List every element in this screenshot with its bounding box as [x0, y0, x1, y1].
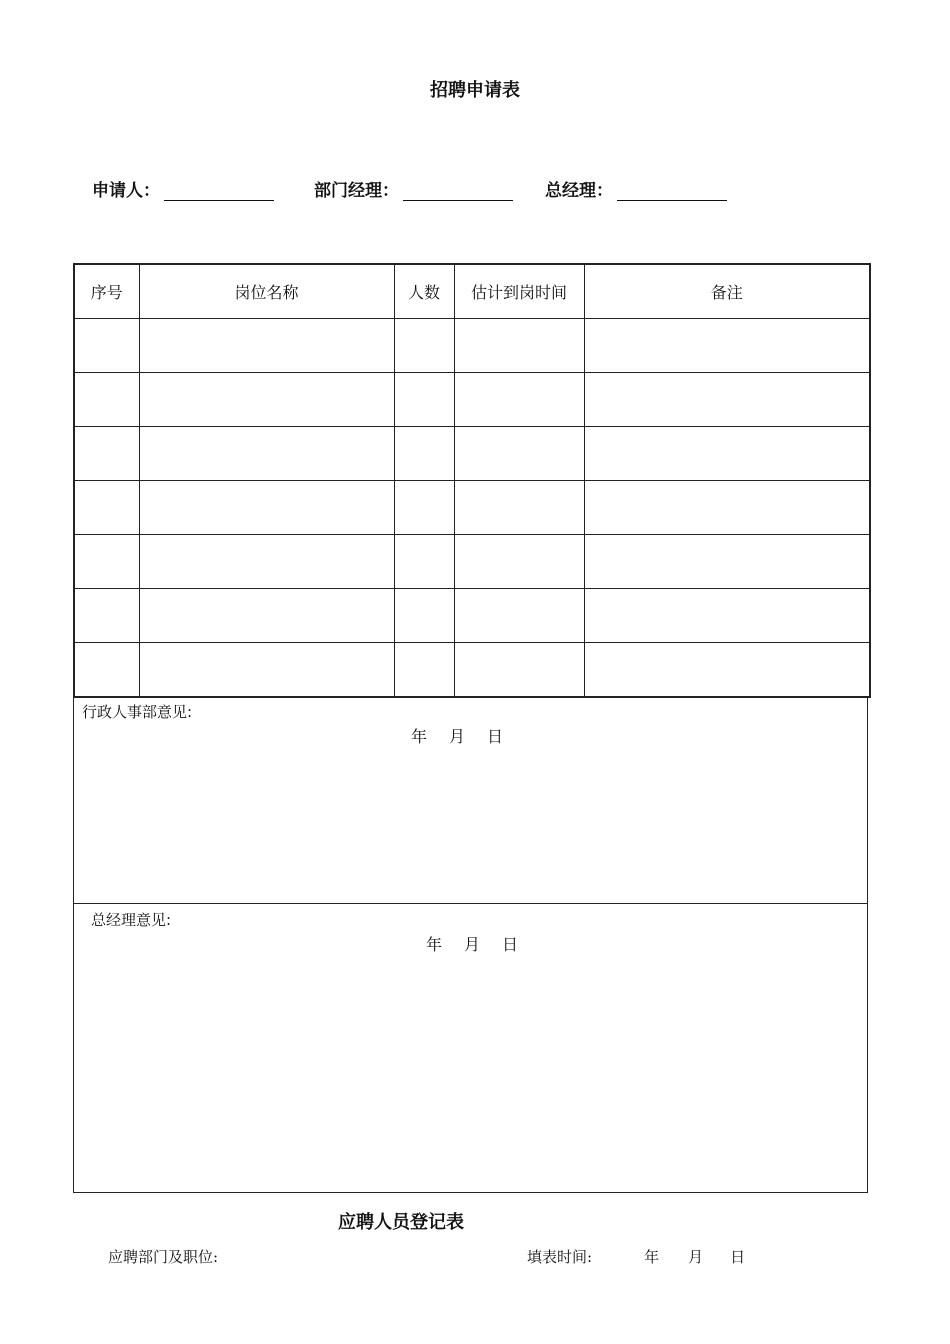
dept-position-label: 应聘部门及职位:	[108, 1248, 219, 1266]
table-cell[interactable]	[394, 427, 454, 481]
header-index: 序号	[74, 264, 139, 319]
dept-manager-signature	[314, 176, 513, 201]
table-cell[interactable]	[454, 373, 584, 427]
dept-manager-label: 部门经理：	[314, 181, 399, 201]
table-cell[interactable]	[139, 643, 394, 698]
gm-opinion-label: 总经理意见:	[91, 911, 172, 929]
table-row	[74, 373, 870, 427]
header-headcount: 人数	[394, 264, 454, 319]
table-cell[interactable]	[584, 373, 870, 427]
table-cell[interactable]	[74, 373, 139, 427]
hr-opinion-box[interactable]	[73, 696, 868, 904]
table-cell[interactable]	[139, 481, 394, 535]
table-row	[74, 427, 870, 481]
gm-opinion-box[interactable]	[73, 904, 868, 1193]
table-cell[interactable]	[584, 427, 870, 481]
header-remarks: 备注	[584, 264, 870, 319]
table-header-row	[74, 264, 870, 319]
table-cell[interactable]	[394, 535, 454, 589]
applicant-signature-line[interactable]	[164, 180, 274, 201]
hr-opinion-label: 行政人事部意见:	[82, 703, 193, 721]
registration-title: 应聘人员登记表	[338, 1212, 464, 1233]
table-cell[interactable]	[584, 589, 870, 643]
table-cell[interactable]	[454, 589, 584, 643]
fill-time-year: 年	[644, 1248, 660, 1266]
gm-opinion-date	[426, 932, 540, 955]
table-cell[interactable]	[584, 535, 870, 589]
table-cell[interactable]	[454, 535, 584, 589]
table-row	[74, 589, 870, 643]
form-title: 招聘申请表	[430, 80, 520, 101]
table-cell[interactable]	[584, 481, 870, 535]
table-cell[interactable]	[74, 535, 139, 589]
table-cell[interactable]	[139, 373, 394, 427]
table-cell[interactable]	[394, 373, 454, 427]
dept-manager-signature-line[interactable]	[403, 180, 513, 201]
table-cell[interactable]	[139, 589, 394, 643]
general-manager-signature-line[interactable]	[617, 180, 727, 201]
fill-time	[527, 1246, 745, 1267]
table-row	[74, 535, 870, 589]
recruitment-table	[73, 263, 871, 698]
table-cell[interactable]	[394, 643, 454, 698]
table-cell[interactable]	[74, 589, 139, 643]
table-cell[interactable]	[74, 643, 139, 698]
table-cell[interactable]	[139, 535, 394, 589]
table-cell[interactable]	[139, 427, 394, 481]
table-cell[interactable]	[454, 481, 584, 535]
table-cell[interactable]	[454, 427, 584, 481]
table-cell[interactable]	[394, 481, 454, 535]
fill-time-day: 日	[730, 1248, 746, 1266]
table-row	[74, 319, 870, 373]
hr-date-day: 日	[487, 727, 504, 746]
fill-time-month: 月	[688, 1248, 704, 1266]
hr-date-year: 年	[411, 727, 428, 746]
applicant-label: 申请人：	[92, 181, 160, 201]
table-cell[interactable]	[394, 589, 454, 643]
table-cell[interactable]	[74, 319, 139, 373]
header-position-name: 岗位名称	[139, 264, 394, 319]
table-row	[74, 643, 870, 698]
table-cell[interactable]	[74, 481, 139, 535]
fill-time-label: 填表时间:	[527, 1248, 593, 1266]
table-cell[interactable]	[584, 643, 870, 698]
header-arrival-time: 估计到岗时间	[454, 264, 584, 319]
table-cell[interactable]	[139, 319, 394, 373]
general-manager-signature	[545, 176, 727, 201]
table-cell[interactable]	[454, 643, 584, 698]
table-cell[interactable]	[74, 427, 139, 481]
gm-date-year: 年	[426, 935, 443, 954]
gm-date-month: 月	[464, 935, 481, 954]
table-cell[interactable]	[394, 319, 454, 373]
table-cell[interactable]	[584, 319, 870, 373]
hr-date-month: 月	[449, 727, 466, 746]
table-row	[74, 481, 870, 535]
table-cell[interactable]	[454, 319, 584, 373]
applicant-signature	[92, 176, 274, 201]
hr-opinion-date	[411, 724, 525, 747]
gm-date-day: 日	[502, 935, 519, 954]
general-manager-label: 总经理：	[545, 181, 613, 201]
